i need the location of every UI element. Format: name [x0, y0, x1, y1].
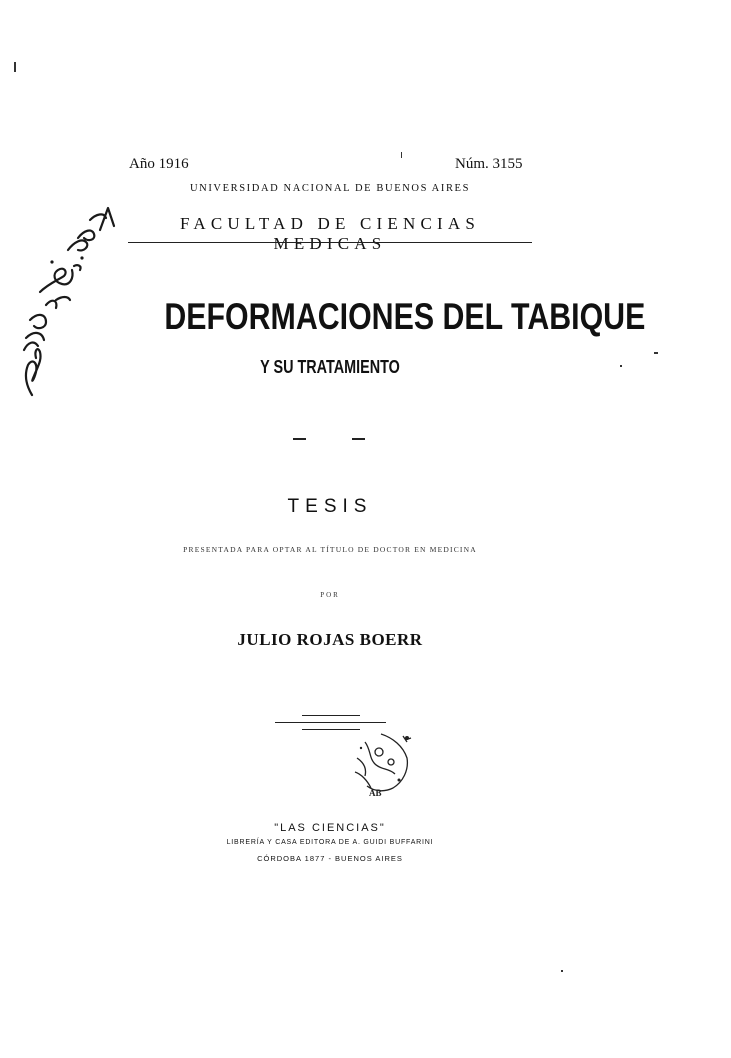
- by-label: POR: [320, 591, 340, 599]
- scan-speck: [620, 365, 622, 367]
- publisher-address: CÓRDOBA 1877 - BUENOS AIRES: [257, 854, 403, 863]
- ornament-dash-left: [293, 438, 306, 440]
- printer-monogram: AB: [369, 788, 382, 798]
- scan-speck: [401, 152, 402, 158]
- thesis-subtitle: Y SU TRATAMIENTO: [260, 357, 400, 377]
- thesis-title: DEFORMACIONES DEL TABIQUE: [164, 296, 646, 337]
- author-name: JULIO ROJAS BOERR: [237, 630, 423, 649]
- tesis-label: TESIS: [287, 496, 373, 517]
- printer-mark-icon: [345, 728, 417, 800]
- publisher-description: LIBRERÍA Y CASA EDITORA DE A. GUIDI BUFFARINI: [226, 839, 434, 846]
- ornament-rule-top: [302, 715, 360, 716]
- scan-speck: [561, 970, 563, 972]
- faculty-name: FACULTAD DE CIENCIAS MEDICAS: [179, 214, 481, 253]
- handwritten-annotation: [12, 180, 122, 420]
- scan-speck: [654, 352, 658, 354]
- year-label: Año 1916: [129, 156, 189, 172]
- ornament-rule-middle: [275, 722, 386, 723]
- presented-line: PRESENTADA PARA OPTAR AL TÍTULO DE DOCTOR EN MEDICINA: [183, 545, 477, 554]
- university-name: UNIVERSIDAD NACIONAL DE BUENOS AIRES: [189, 183, 471, 194]
- scan-speck: [14, 62, 16, 72]
- ornament-dash-right: [352, 438, 365, 440]
- header-rule: [128, 242, 532, 243]
- publisher-name: "LAS CIENCIAS": [274, 822, 386, 834]
- number-label: Núm. 3155: [455, 156, 523, 172]
